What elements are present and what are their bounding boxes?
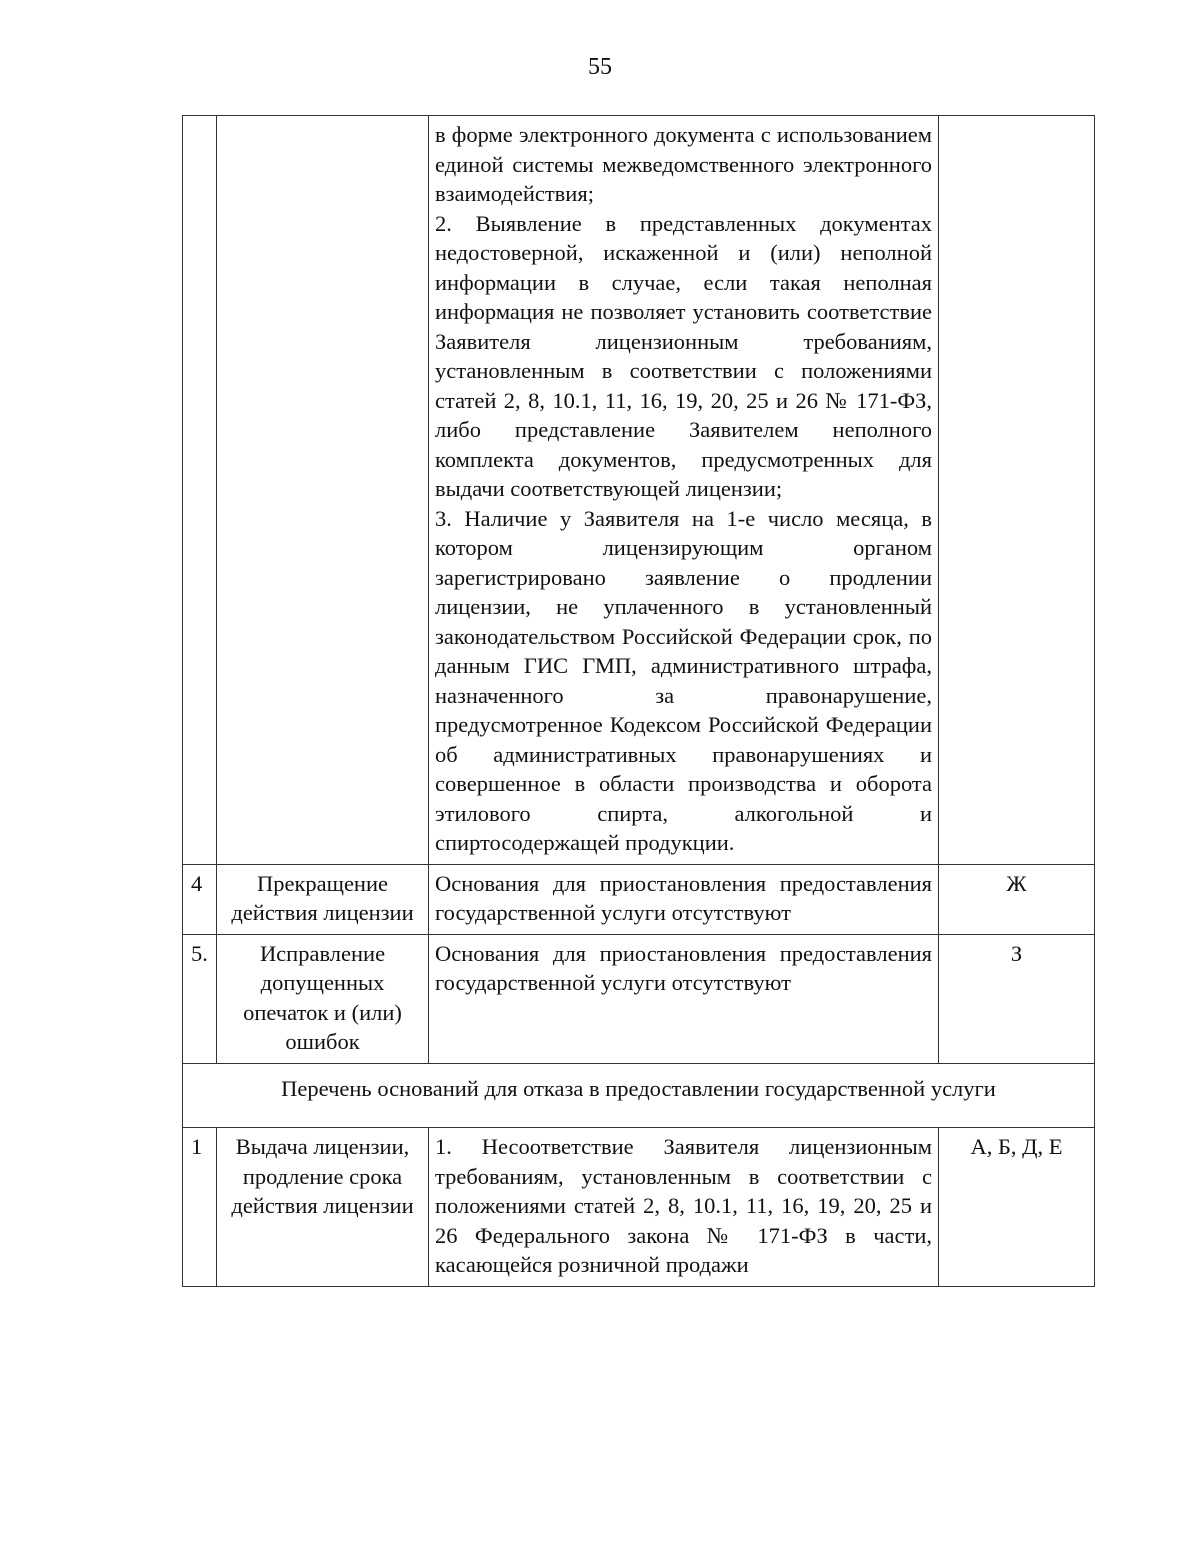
- page-number: 55: [588, 54, 612, 80]
- service-name: Исправление допущенных опечаток и (или) ошибок: [217, 934, 429, 1063]
- service-name: [217, 116, 429, 865]
- grounds-paragraph: в форме электронного документа с использованием единой системы межведомственного электронного взаимодействия;: [435, 122, 932, 206]
- applicant-code: [939, 116, 1095, 865]
- grounds-text: [429, 1128, 939, 1287]
- service-name: Выдача лицензии, продление срока действия лицензии: [217, 1128, 429, 1287]
- grounds-text: [429, 934, 939, 1063]
- grounds-paragraph: 1. Несоответствие Заявителя лицензионным требованиям, установленным в соответствии с положениями статей 2, 8, 10.1, 11, 16, 19, 20, 25 и 26 Федерального закона № 171-ФЗ в части, касающейся розничной продажи: [435, 1134, 932, 1277]
- table-row: [183, 934, 1095, 1063]
- section-heading: Перечень оснований для отказа в предоставлении государственной услуги: [183, 1063, 1095, 1128]
- grounds-paragraph: Основания для приостановления предоставления государственной услуги отсутствуют: [435, 940, 932, 995]
- grounds-table: [182, 115, 1095, 1287]
- applicant-code: З: [939, 934, 1095, 1063]
- table-row: [183, 1128, 1095, 1287]
- grounds-paragraph: 2. Выявление в представленных документах недостоверной, искаженной и (или) неполной информации в случае, если такая неполная информация не позволяет установить соответствие Заявителя лицензионным требованиям, установленным в соответствии с положениями статей 2, 8, 10.1, 11, 16, 19, 20, 25 и 26 № 171-ФЗ, либо представление Заявителем неполного комплекта документов, предусмотренных для выдачи соответствующей лицензии;: [435, 210, 932, 501]
- table-row: [183, 116, 1095, 865]
- grounds-paragraph: 3. Наличие у Заявителя на 1-е число месяца, в котором лицензирующим органом зарегистрировано заявление о продлении лицензии, не уплаченного в установленный законодательством Российской Федерации срок, по данным ГИС ГМП, административного штрафа, назначенного за правонарушение, предусмотренное Кодексом Российской Федерации об административных правонарушениях и совершенное в области производства и оборота этилового спирта, алкогольной и спиртосодержащей продукции.: [435, 505, 932, 855]
- applicant-code: Ж: [939, 864, 1095, 934]
- grounds-text: [429, 864, 939, 934]
- row-number: [183, 116, 217, 865]
- section-heading-row: [183, 1063, 1095, 1128]
- grounds-text: [429, 116, 939, 865]
- grounds-paragraph: Основания для приостановления предоставления государственной услуги отсутствуют: [435, 870, 932, 925]
- row-number: 5.: [183, 934, 217, 1063]
- row-number: 4: [183, 864, 217, 934]
- table-row: [183, 864, 1095, 934]
- applicant-code: А, Б, Д, Е: [939, 1128, 1095, 1287]
- row-number: 1: [183, 1128, 217, 1287]
- service-name: Прекращение действия лицензии: [217, 864, 429, 934]
